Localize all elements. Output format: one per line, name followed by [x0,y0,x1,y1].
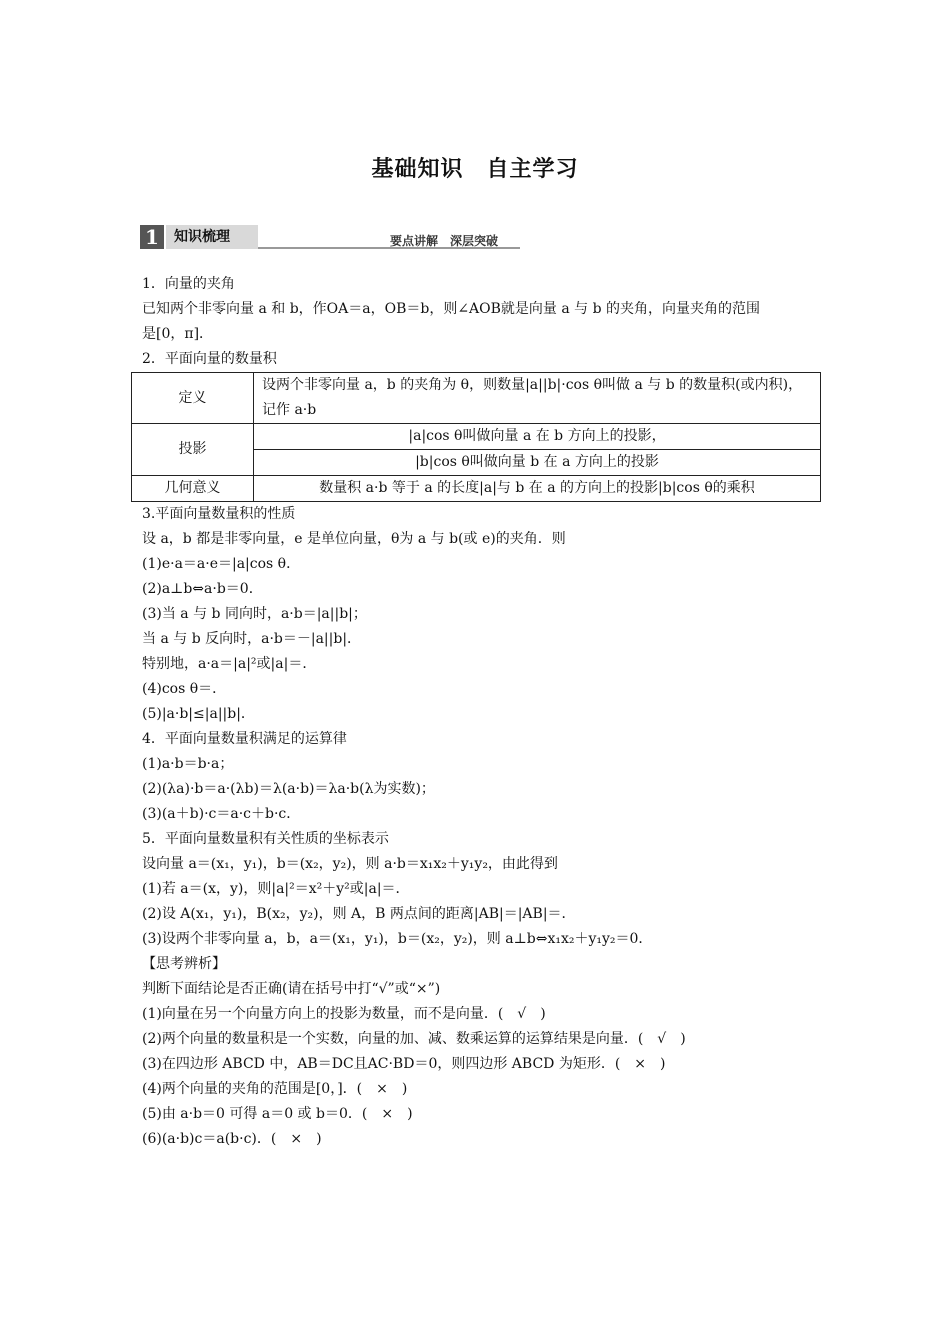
text-line: 3.平面向量数量积的性质 [142,506,296,522]
section-number: 1 [140,225,164,249]
text-line: 特别地，a·a＝|a|²或|a|＝． [142,656,317,672]
text-line: (1)e·a＝a·e＝|a|cos θ． [142,556,301,572]
table-cell-projection-1: |a|cos θ叫做向量 a 在 b 方向上的投影， [254,424,821,450]
text-line: 5．平面向量数量积有关性质的坐标表示 [142,831,389,847]
text-line: (6)(a·b)c＝a(b·c)．( × ) [142,1131,322,1147]
section-label: 知识梳理 [166,225,258,249]
text-line: (2)a⊥b⇔a·b＝0． [142,581,263,597]
table-cell-definition: 设两个非零向量 a，b 的夹角为 θ，则数量|a||b|·cos θ叫做 a 与 b 的数量积(或内积)，记作 a·b [254,373,821,424]
definition-table [131,372,821,502]
table-head-definition: 定义 [132,373,254,424]
text-line: 判断下面结论是否正确(请在括号中打“√”或“×”) [142,981,441,997]
text-line: 设向量 a＝(x₁，y₁)，b＝(x₂，y₂)，则 a·b＝x₁x₂＋y₁y₂，由此得到 [142,856,558,872]
page-title: 基础知识 自主学习 [371,157,579,182]
table-head-geometry: 几何意义 [132,476,254,502]
text-line: (4)两个向量的夹角的范围是[0，]．( × ) [142,1081,408,1097]
text-line: 是[0，π]． [142,326,214,342]
text-line: (4)cos θ＝． [142,681,227,697]
text-line: (5)由 a·b＝0 可得 a＝0 或 b＝0．( × ) [142,1106,413,1122]
text-line: 已知两个非零向量 a 和 b，作OA＝a，OB＝b，则∠AOB就是向量 a 与 b 的夹角，向量夹角的范围 [142,301,761,317]
text-line: (3)当 a 与 b 同向时，a·b＝|a||b|； [142,606,367,622]
text-line: (2)设 A(x₁，y₁)，B(x₂，y₂)，则 A，B 两点间的距离|AB|＝|AB|＝． [142,906,576,922]
text-line: 1．向量的夹角 [142,276,235,292]
text-line: 4．平面向量数量积满足的运算律 [142,731,347,747]
text-line: 设 a，b 都是非零向量，e 是单位向量，θ为 a 与 b(或 e)的夹角．则 [142,531,566,547]
text-line: (1)a·b＝b·a； [142,756,234,772]
text-line: (3)设两个非零向量 a，b，a＝(x₁，y₁)，b＝(x₂，y₂)，则 a⊥b⇔x₁x₂＋y₁y₂＝0． [142,931,653,947]
text-line: (2)(λa)·b＝a·(λb)＝λ(a·b)＝λa·b(λ为实数)； [142,781,435,797]
table-head-projection: 投影 [132,424,254,476]
text-line: 【思考辨析】 [142,956,226,972]
text-line: (1)若 a＝(x，y)，则|a|²＝x²＋y²或|a|＝． [142,881,410,897]
text-line: (3)在四边形 ABCD 中，AB＝DC且AC·BD＝0，则四边形 ABCD 为矩形．( × ) [142,1056,666,1072]
section-header [140,225,520,253]
document-body [142,272,822,1152]
text-line: 2．平面向量的数量积 [142,351,277,367]
text-line: (1)向量在另一个向量方向上的投影为数量，而不是向量．( √ ) [142,1006,546,1022]
text-line: (5)|a·b|≤|a||b|． [142,706,255,722]
text-line: (3)(a＋b)·c＝a·c＋b·c． [142,806,301,822]
table-cell-geometry: 数量积 a·b 等于 a 的长度|a|与 b 在 a 的方向上的投影|b|cos θ的乘积 [254,476,821,502]
text-line: (2)两个向量的数量积是一个实数，向量的加、减、数乘运算的运算结果是向量．( √ ) [142,1031,686,1047]
text-line: 当 a 与 b 反向时，a·b＝－|a||b|． [142,631,362,647]
section-subtitle: 要点讲解 深层突破 [390,234,499,248]
table-cell-projection-2: |b|cos θ叫做向量 b 在 a 方向上的投影 [254,450,821,476]
